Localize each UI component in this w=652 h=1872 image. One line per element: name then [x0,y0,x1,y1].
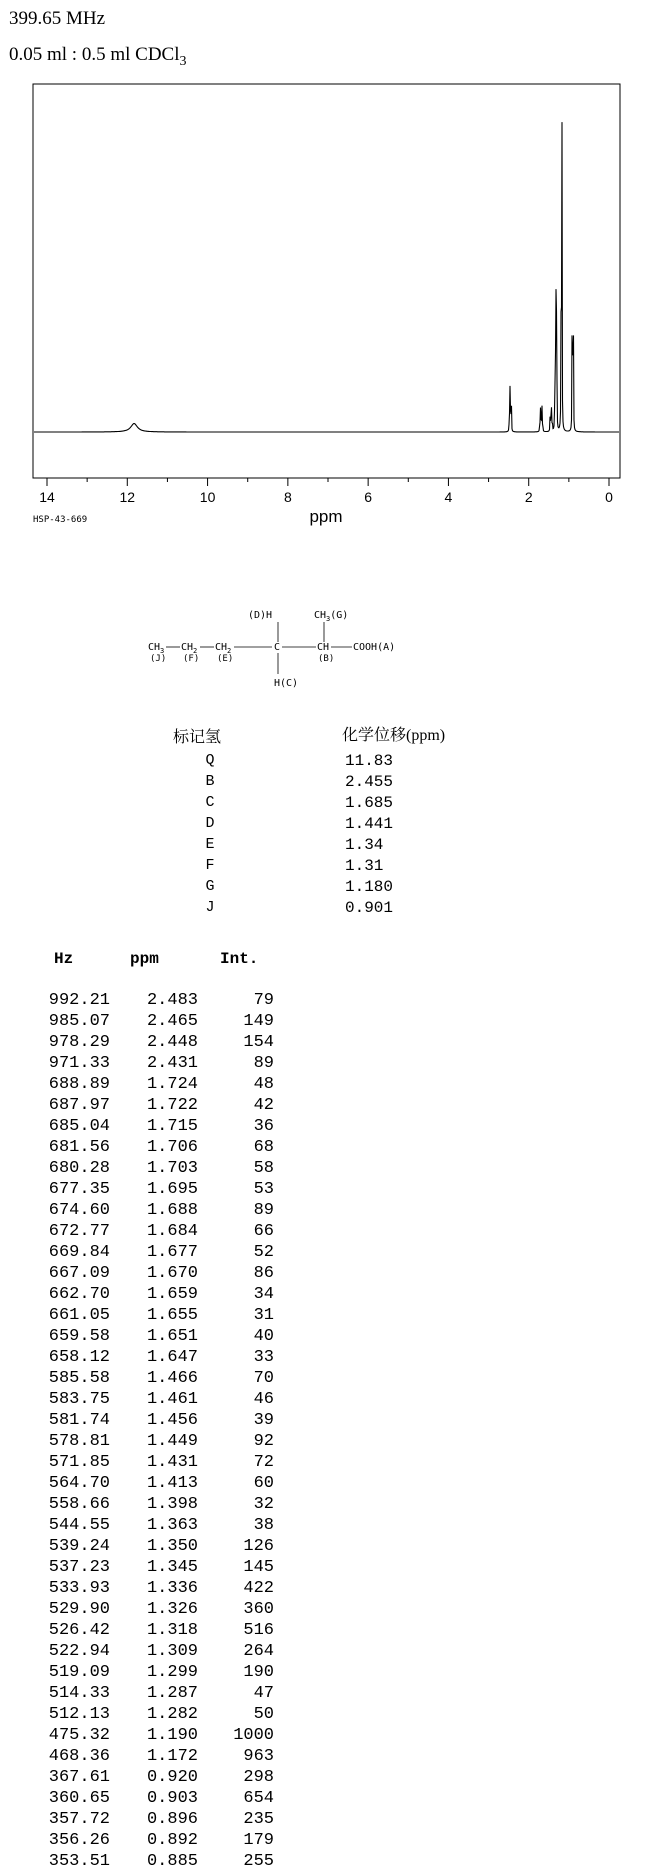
table-row [0,1641,300,1662]
x-tick-label: 0 [605,489,613,505]
col-ppm-header: ppm [130,950,159,968]
peak-ppm: 1.350 [146,1537,198,1556]
spectrum-trace [34,122,619,432]
table-row [0,1683,300,1704]
x-tick-label: 8 [283,489,292,505]
peak-ppm: 1.287 [146,1684,198,1703]
table-row [0,1830,300,1851]
assignment-shift: 1.180 [345,878,394,896]
chain-ch2-e: $CH_2$ [215,642,232,655]
peak-intensity: 39 [253,1411,274,1430]
molecule-structure [140,604,440,696]
peak-hz: 533.93 [48,1579,110,1598]
table-row [0,1284,300,1305]
assignment-label: F [205,857,215,874]
peak-ppm: 1.461 [146,1390,198,1409]
peak-intensity: 72 [253,1453,274,1472]
table-row [0,1032,300,1053]
peak-intensity: 235 [243,1810,274,1829]
label-j: (J) [150,654,167,664]
top-h-label: (D)H [248,610,273,621]
assignment-label: G [205,878,215,895]
label-b: (B) [318,654,335,664]
peak-ppm: 1.670 [146,1264,198,1283]
table-row [0,1725,300,1746]
table-row [0,1431,300,1452]
assignment-col-label: 标记氢 [173,729,222,746]
peak-intensity: 360 [243,1600,274,1619]
spectrum-code: HSP-43-669 [33,515,88,525]
cooh-group: COOH(A) [353,642,396,653]
peak-hz: 658.12 [48,1348,110,1367]
peak-intensity: 89 [253,1054,274,1073]
col-hz-header: Hz [54,950,74,968]
peak-hz: 667.09 [48,1264,110,1283]
assignment-col-shift: 化学位移(ppm) [342,727,446,744]
peak-intensity: 68 [253,1138,274,1157]
peak-ppm: 1.651 [146,1327,198,1346]
table-row [0,1074,300,1095]
peak-ppm: 1.715 [146,1117,198,1136]
assignment-shift: 0.901 [345,899,394,917]
table-row [0,1116,300,1137]
spectrometer-frequency: 399.65 MHz [9,8,106,29]
table-row [0,1095,300,1116]
x-tick-label: 14 [39,489,55,505]
peak-hz: 583.75 [48,1390,110,1409]
peak-intensity: 58 [253,1159,274,1178]
peak-ppm: 1.655 [146,1306,198,1325]
peak-hz: 659.58 [48,1327,110,1346]
peak-intensity: 34 [253,1285,274,1304]
peak-ppm: 1.449 [146,1432,198,1451]
peak-hz: 578.81 [48,1432,110,1451]
peak-hz: 661.05 [48,1306,110,1325]
peak-hz: 512.13 [48,1705,110,1724]
peak-intensity: 963 [243,1747,274,1766]
x-axis-label: ppm [309,507,343,526]
col-int-header: Int. [220,950,259,968]
peak-hz: 356.26 [48,1831,110,1850]
peak-intensity: 149 [243,1012,274,1031]
peak-ppm: 0.903 [146,1789,198,1808]
peak-hz: 367.61 [48,1768,110,1787]
peak-ppm: 1.318 [146,1621,198,1640]
peak-intensity: 47 [253,1684,274,1703]
peak-hz: 978.29 [48,1033,110,1052]
table-row [0,1767,300,1788]
peak-ppm: 0.896 [146,1810,198,1829]
peak-hz: 685.04 [48,1117,110,1136]
peak-intensity: 255 [243,1852,274,1871]
peaks-table [0,990,300,1872]
assignment-shift: 1.441 [345,815,394,833]
table-row [0,1662,300,1683]
top-methyl: $CH_3(G)$ [314,610,349,623]
label-f: (F) [183,654,200,664]
sample-solvent [9,44,187,70]
peak-hz: 585.58 [48,1369,110,1388]
peak-intensity: 38 [253,1516,274,1535]
assignment-label: B [205,773,215,790]
peak-hz: 514.33 [48,1684,110,1703]
solvent-subscript: 3 [179,54,187,69]
table-row [0,1011,300,1032]
peak-ppm: 1.703 [146,1159,198,1178]
peak-ppm: 1.282 [146,1705,198,1724]
chain-ch2-f: $CH_2$ [181,642,198,655]
x-tick-label: 10 [199,489,216,505]
peak-intensity: 53 [253,1180,274,1199]
peak-hz: 475.32 [48,1726,110,1745]
solvent-text: 0.05 ml : 0.5 ml CDCl [9,44,180,65]
table-row [0,1746,300,1767]
table-row [0,1200,300,1221]
peak-ppm: 1.172 [146,1747,198,1766]
x-tick-label: 4 [444,489,453,505]
peak-intensity: 86 [253,1264,274,1283]
table-row [0,1158,300,1179]
table-row [0,1452,300,1473]
x-tick-label: 6 [364,489,373,505]
peak-hz: 674.60 [48,1201,110,1220]
assignment-shift: 1.31 [345,857,384,875]
peak-ppm: 1.677 [146,1243,198,1262]
peak-hz: 688.89 [48,1075,110,1094]
peak-ppm: 2.465 [146,1012,198,1031]
peak-hz: 519.09 [48,1663,110,1682]
peak-intensity: 422 [243,1579,274,1598]
peak-intensity: 52 [253,1243,274,1262]
x-axis-tick-labels [39,489,613,505]
table-row [0,1179,300,1200]
assignment-shift: 2.455 [345,773,394,791]
peak-intensity: 89 [253,1201,274,1220]
peak-ppm: 1.363 [146,1516,198,1535]
peak-ppm: 1.659 [146,1285,198,1304]
assignment-shift: 1.685 [345,794,394,812]
label-e: (E) [217,654,234,664]
table-row [0,1536,300,1557]
table-row [0,1851,300,1872]
peak-hz: 571.85 [48,1453,110,1472]
peak-ppm: 1.431 [146,1453,198,1472]
peak-ppm: 0.885 [146,1852,198,1871]
table-row [0,990,300,1011]
table-row [0,1494,300,1515]
peak-ppm: 1.456 [146,1411,198,1430]
table-row [0,1704,300,1725]
assignment-label: Q [205,752,215,769]
table-row [0,1599,300,1620]
peak-hz: 992.21 [48,991,110,1010]
peak-ppm: 1.647 [146,1348,198,1367]
peak-intensity: 145 [243,1558,274,1577]
chain-ch3: $CH_3$ [148,642,165,655]
peak-intensity: 46 [253,1390,274,1409]
x-axis-ticks [47,478,609,486]
peak-hz: 680.28 [48,1159,110,1178]
peak-hz: 529.90 [48,1600,110,1619]
peak-hz: 985.07 [48,1012,110,1031]
peak-intensity: 126 [243,1537,274,1556]
table-row [0,1620,300,1641]
peak-intensity: 42 [253,1096,274,1115]
plot-frame [33,84,620,478]
peak-intensity: 40 [253,1327,274,1346]
peak-ppm: 2.448 [146,1033,198,1052]
peak-hz: 468.36 [48,1747,110,1766]
center-carbon: C [274,642,281,653]
peak-ppm: 1.345 [146,1558,198,1577]
peak-hz: 357.72 [48,1810,110,1829]
peak-intensity: 66 [253,1222,274,1241]
ch-b: CH [317,642,330,653]
table-row [0,1473,300,1494]
peak-intensity: 33 [253,1348,274,1367]
peak-intensity: 36 [253,1117,274,1136]
table-row [0,1305,300,1326]
table-row [0,1515,300,1536]
peak-intensity: 48 [253,1075,274,1094]
peak-ppm: 1.398 [146,1495,198,1514]
peak-ppm: 1.724 [146,1075,198,1094]
peak-hz: 564.70 [48,1474,110,1493]
peak-intensity: 654 [243,1789,274,1808]
peak-ppm: 1.299 [146,1663,198,1682]
peak-hz: 581.74 [48,1411,110,1430]
peak-hz: 672.77 [48,1222,110,1241]
peak-hz: 662.70 [48,1285,110,1304]
assignment-shift: 11.83 [345,752,394,770]
peak-hz: 544.55 [48,1516,110,1535]
peak-intensity: 92 [253,1432,274,1451]
peak-hz: 669.84 [48,1243,110,1262]
peak-ppm: 0.892 [146,1831,198,1850]
peak-hz: 971.33 [48,1054,110,1073]
peak-intensity: 32 [253,1495,274,1514]
x-tick-label: 2 [524,489,533,505]
peak-intensity: 70 [253,1369,274,1388]
table-row [0,1263,300,1284]
peak-intensity: 154 [243,1033,274,1052]
peak-ppm: 1.722 [146,1096,198,1115]
peak-intensity: 79 [253,991,274,1010]
x-tick-label: 12 [119,489,136,505]
assignment-label: C [205,794,215,811]
table-row [0,1788,300,1809]
peak-intensity: 50 [253,1705,274,1724]
table-row [0,1557,300,1578]
table-row [0,1347,300,1368]
peak-hz: 687.97 [48,1096,110,1115]
table-row [0,1410,300,1431]
peak-hz: 677.35 [48,1180,110,1199]
table-row [0,1053,300,1074]
peak-hz: 558.66 [48,1495,110,1514]
nmr-spectrum-chart [0,70,652,540]
peak-hz: 537.23 [48,1558,110,1577]
peak-ppm: 1.413 [146,1474,198,1493]
peak-ppm: 1.336 [146,1579,198,1598]
peak-intensity: 516 [243,1621,274,1640]
peak-hz: 681.56 [48,1138,110,1157]
table-row [0,1326,300,1347]
peak-ppm: 1.688 [146,1201,198,1220]
peak-ppm: 1.706 [146,1138,198,1157]
peak-ppm: 1.684 [146,1222,198,1241]
peak-ppm: 1.309 [146,1642,198,1661]
peak-ppm: 1.190 [146,1726,198,1745]
peak-ppm: 1.466 [146,1369,198,1388]
peak-intensity: 31 [253,1306,274,1325]
assignment-label: E [205,836,215,853]
assignment-label: D [205,815,215,832]
peak-intensity: 1000 [233,1726,274,1745]
table-row [0,1578,300,1599]
table-row [0,1242,300,1263]
assignment-label: J [205,899,215,916]
peak-hz: 539.24 [48,1537,110,1556]
peak-ppm: 0.920 [146,1768,198,1787]
peak-intensity: 264 [243,1642,274,1661]
assignment-shift: 1.34 [345,836,384,854]
peak-hz: 360.65 [48,1789,110,1808]
peak-hz: 353.51 [48,1852,110,1871]
peak-ppm: 1.695 [146,1180,198,1199]
table-row [0,1809,300,1830]
table-row [0,1221,300,1242]
peak-ppm: 1.326 [146,1600,198,1619]
peak-ppm: 2.483 [146,991,198,1010]
peak-hz: 526.42 [48,1621,110,1640]
table-row [0,1137,300,1158]
peak-hz: 522.94 [48,1642,110,1661]
table-row [0,1389,300,1410]
peak-intensity: 60 [253,1474,274,1493]
peak-ppm: 2.431 [146,1054,198,1073]
peak-intensity: 190 [243,1663,274,1682]
peak-intensity: 298 [243,1768,274,1787]
bottom-h-label: H(C) [274,678,299,689]
peak-intensity: 179 [243,1831,274,1850]
table-row [0,1368,300,1389]
